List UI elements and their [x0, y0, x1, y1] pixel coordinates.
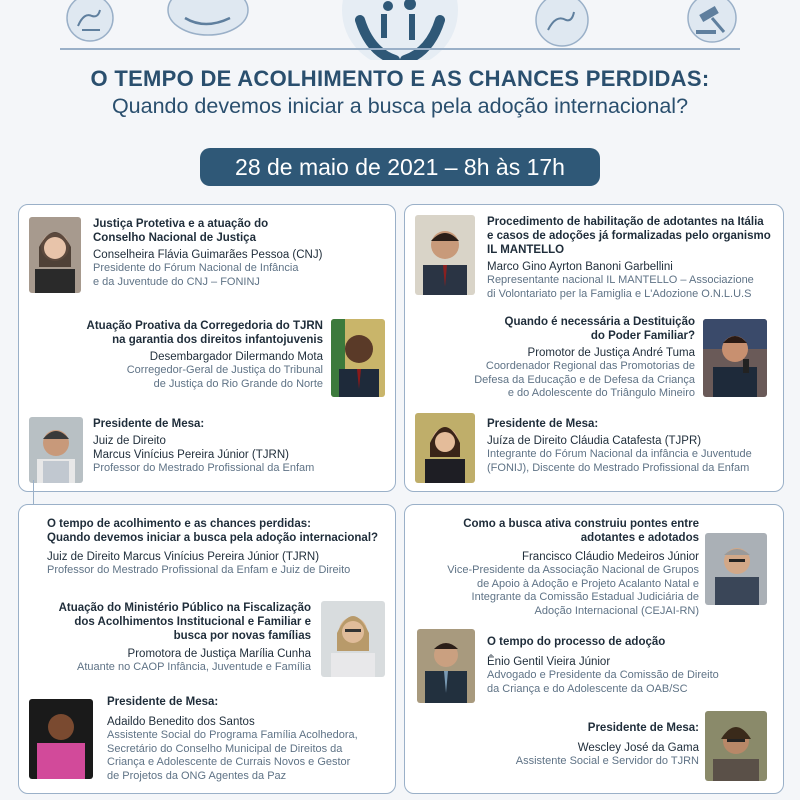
speaker-role: Assistente Social do Programa Família Acolhedora, Secretário do Conselho Municipal de Direitos da Criança e Adolescente de Currais Novos e Gestor de Projetos da ONG Agentes da Paz: [107, 729, 358, 782]
speaker-photo-flavia: [29, 217, 81, 293]
header-artwork: [0, 0, 800, 60]
speaker-photo-francisco: [705, 533, 767, 605]
speaker-name: Desembargador Dilermando Mota: [149, 351, 323, 363]
speaker-photo-wescley: [705, 711, 767, 781]
talk-title: Justiça Protetiva e a atuação do Conselho Nacional de Justiça: [93, 218, 269, 244]
speaker-role: Advogado e Presidente da Comissão de Direito da Criança e do Adolescente da OAB/SC: [487, 669, 719, 695]
speaker-name: Juiz de Direito Marcus Vinícius Pereira Júnior (TJRN): [47, 551, 320, 563]
hand-heart-icon: [67, 0, 113, 41]
session-panel-4: [404, 504, 784, 794]
page-subtitle: Quando devemos iniciar a busca pela adoção internacional?: [111, 94, 689, 118]
speaker-role: Representante nacional IL MANTELLO – Associazione di Volontariato per la Famiglia e L'Adozione O.N.L.U.S: [487, 274, 754, 300]
talk-title: Presidente de Mesa:: [93, 418, 205, 430]
speaker-name: Adaildo Benedito dos Santos: [107, 716, 255, 728]
talk-title: O tempo do processo de adoção: [487, 636, 666, 648]
speaker-role: Integrante do Fórum Nacional da infância e Juventude (FONIJ), Discente do Mestrado Profissional da Enfam: [487, 448, 752, 474]
session-panel-3: [18, 504, 396, 794]
date-badge: 28 de maio de 2021 – 8h às 17h: [200, 148, 600, 186]
session-panel-2: [404, 204, 784, 492]
speaker-role: Vice-Presidente da Associação Nacional de Grupos de Apoio à Adoção e Projeto Acalanto Natal e Integrante da Comissão Estadual Judiciária de Adoção Internacional (CEJAI-RN): [447, 564, 699, 617]
speaker-name: Juiz de Direito Marcus Vinícius Pereira Júnior (TJRN): [93, 435, 289, 461]
speaker-photo-adaildo: [29, 699, 93, 779]
speaker-name: Ênio Gentil Vieira Júnior: [487, 656, 611, 668]
speaker-name: Juíza de Direito Cláudia Catafesta (TJPR): [487, 435, 702, 447]
speaker-role: Presidente do Fórum Nacional de Infância e da Juventude do CNJ – FONINJ: [93, 262, 299, 288]
talk-title: Quando é necessária a Destituição do Poder Familiar?: [504, 316, 695, 342]
talk-title: Presidente de Mesa:: [107, 696, 219, 708]
speaker-role: Professor do Mestrado Profissional da Enfam: [93, 462, 315, 474]
talk-title: O tempo de acolhimento e as chances perdidas: Quando devemos iniciar a busca pela adoção internacional?: [47, 518, 379, 544]
speaker-role: Assistente Social e Servidor do TJRN: [515, 755, 699, 767]
speaker-role: Atuante no CAOP Infância, Juventude e Família: [77, 661, 311, 673]
speaker-photo-dilermando: [331, 319, 385, 397]
speaker-role: Professor do Mestrado Profissional da Enfam e Juiz de Direito: [47, 564, 351, 576]
talk-title: Presidente de Mesa:: [587, 722, 699, 734]
talk-title: Como a busca ativa construiu pontes entre adotantes e adotados: [463, 518, 699, 544]
hands-care-icon: [168, 0, 248, 35]
hands-family-icon: [342, 0, 458, 60]
speaker-photo-andre: [703, 319, 767, 397]
speaker-name: Wescley José da Gama: [577, 742, 699, 754]
speaker-name: Francisco Cláudio Medeiros Júnior: [521, 551, 699, 563]
speaker-name: Promotora de Justiça Marília Cunha: [127, 648, 311, 660]
session-panel-1: [18, 204, 396, 492]
speaker-name: Marco Gino Ayrton Banoni Garbellini: [487, 261, 673, 273]
speaker-role: Corregedor-Geral de Justiça do Tribunal de Justiça do Rio Grande do Norte: [126, 364, 323, 390]
gavel-icon: [688, 0, 736, 42]
talk-title: Procedimento de habilitação de adotantes na Itália e casos de adoções já formalizadas pelo organismo IL MANTELLO: [487, 216, 771, 256]
speaker-role: Coordenador Regional das Promotorias de Defesa da Educação e de Defesa da Criança e do Adolescente do Triângulo Mineiro: [474, 360, 695, 399]
speaker-name: Conselheira Flávia Guimarães Pessoa (CNJ): [93, 249, 323, 261]
talk-title: Atuação Proativa da Corregedoria do TJRN na garantia dos direitos infantojuvenis: [86, 320, 323, 346]
talk-title: Atuação do Ministério Público na Fiscalização dos Acolhimentos Institucional e Familiar e busca por novas famílias: [58, 602, 311, 642]
speaker-photo-marilia: [321, 601, 385, 677]
header-divider: [60, 48, 740, 50]
speaker-photo-claudia: [415, 413, 475, 483]
talk-title: Presidente de Mesa:: [487, 418, 599, 430]
speaker-photo-marco: [415, 215, 475, 295]
speaker-photo-enio: [417, 629, 475, 703]
speaker-photo-marcus: [29, 417, 83, 483]
hand-heart-icon: [536, 0, 588, 46]
page-title: O TEMPO DE ACOLHIMENTO E AS CHANCES PERDIDAS:: [90, 66, 710, 91]
speaker-name: Promotor de Justiça André Tuma: [527, 347, 695, 359]
